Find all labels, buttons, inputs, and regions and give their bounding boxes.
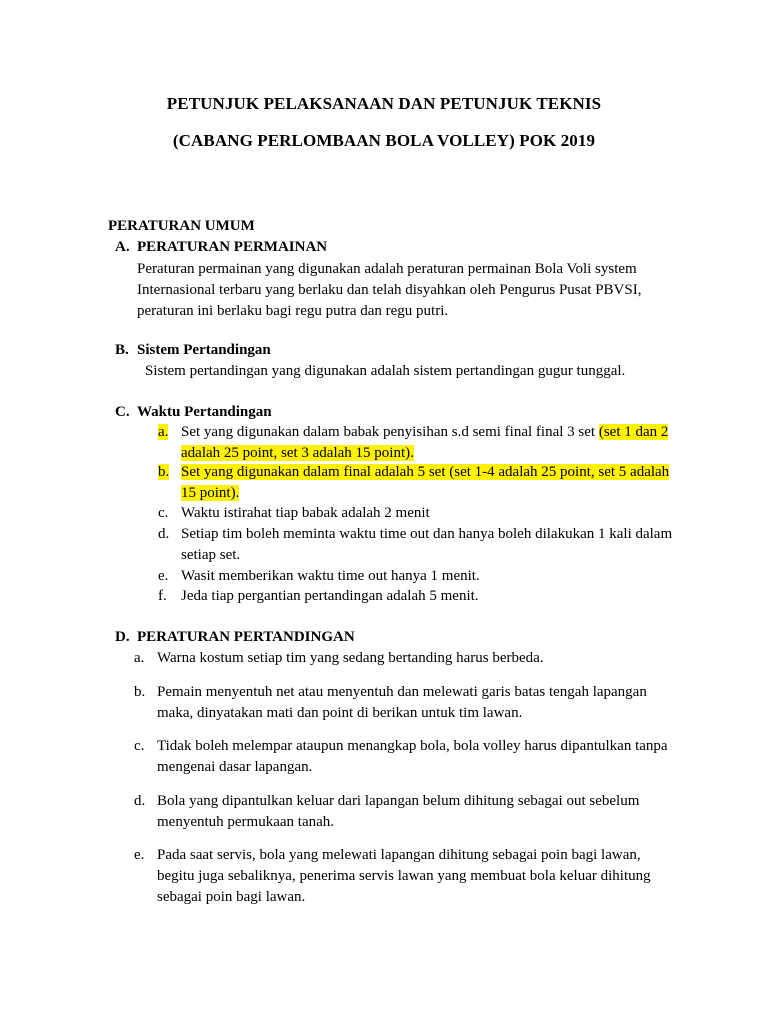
list-marker: b. — [158, 464, 170, 480]
list-marker: e. — [134, 847, 145, 863]
list-item-continuation — [181, 483, 239, 504]
list-marker: c. — [134, 738, 145, 754]
list-marker: a. — [158, 424, 169, 440]
list-marker: a. — [134, 650, 145, 666]
list-item-continuation: begitu juga sebaliknya, penerima servis lawan yang membuat bola keluar dihitung — [157, 868, 651, 884]
list-item: Warna kostum setiap tim yang sedang bertanding harus berbeda. — [157, 650, 544, 666]
general-rules-heading: PERATURAN UMUM — [108, 218, 255, 234]
list-item — [181, 462, 669, 483]
document-title-line-1: PETUNJUK PELAKSANAAN DAN PETUNJUK TEKNIS — [166, 94, 602, 113]
document-title-line-2: (CABANG PERLOMBAAN BOLA VOLLEY) POK 2019 — [172, 131, 596, 150]
list-item: Setiap tim boleh meminta waktu time out dan hanya boleh dilakukan 1 kali dalam — [181, 526, 673, 542]
section-a-text-line: Internasional terbaru yang berlaku dan telah disyahkan oleh Pengurus Pusat PBVSI, — [137, 282, 642, 298]
highlighted-text: adalah 25 point, set 3 adalah 15 point). — [181, 445, 414, 461]
list-marker: f. — [158, 588, 167, 604]
section-b-heading: Sistem Pertandingan — [137, 342, 271, 358]
list-item-continuation: maka, dinyatakan mati dan point di berikan untuk tim lawan. — [157, 705, 523, 721]
list-item-text: Set yang digunakan dalam babak penyisihan s.d semi final final 3 set — [181, 424, 599, 440]
list-item: Pemain menyentuh net atau menyentuh dan melewati garis batas tengah lapangan — [157, 684, 647, 700]
list-item: Waktu istirahat tiap babak adalah 2 menit — [181, 505, 430, 521]
section-a-heading: PERATURAN PERMAINAN — [137, 239, 328, 255]
list-marker: c. — [158, 505, 169, 521]
list-item: Wasit memberikan waktu time out hanya 1 menit. — [181, 568, 480, 584]
section-d-marker: D. — [115, 629, 130, 645]
highlighted-text: (set 1 dan 2 — [598, 424, 669, 440]
list-item-continuation: menyentuh permukaan tanah. — [157, 814, 335, 830]
list-item-continuation — [181, 443, 414, 464]
section-b-text: Sistem pertandingan yang digunakan adalah sistem pertandingan gugur tunggal. — [145, 363, 626, 379]
highlighted-text: Set yang digunakan dalam final adalah 5 set (set 1-4 adalah 25 point, set 5 adalah — [181, 464, 670, 480]
section-a-marker: A. — [115, 239, 130, 255]
list-item: Jeda tiap pergantian pertandingan adalah 5 menit. — [181, 588, 479, 604]
section-a-text-line: Peraturan permainan yang digunakan adalah peraturan permainan Bola Voli system — [137, 261, 637, 277]
list-item: Bola yang dipantulkan keluar dari lapangan belum dihitung sebagai out sebelum — [157, 793, 640, 809]
list-item-continuation: setiap set. — [181, 547, 241, 563]
list-item-continuation: sebagai poin bagi lawan. — [157, 889, 306, 905]
section-b-marker: B. — [115, 342, 129, 358]
section-a-text-line: peraturan ini berlaku bagi regu putra dan regu putri. — [137, 303, 449, 319]
list-item: Tidak boleh melempar ataupun menangkap bola, bola volley harus dipantulkan tanpa — [157, 738, 668, 754]
section-d-heading: PERATURAN PERTANDINGAN — [137, 629, 355, 645]
list-marker: d. — [158, 526, 170, 542]
list-marker: d. — [134, 793, 146, 809]
highlighted-text: 15 point). — [181, 485, 240, 501]
list-item-continuation: mengenai dasar lapangan. — [157, 759, 313, 775]
list-marker: b. — [134, 684, 146, 700]
section-c-marker: C. — [115, 404, 130, 420]
list-item: Pada saat servis, bola yang melewati lapangan dihitung sebagai poin bagi lawan, — [157, 847, 641, 863]
list-item — [181, 422, 668, 443]
list-marker: e. — [158, 568, 169, 584]
section-c-heading: Waktu Pertandingan — [137, 404, 272, 420]
